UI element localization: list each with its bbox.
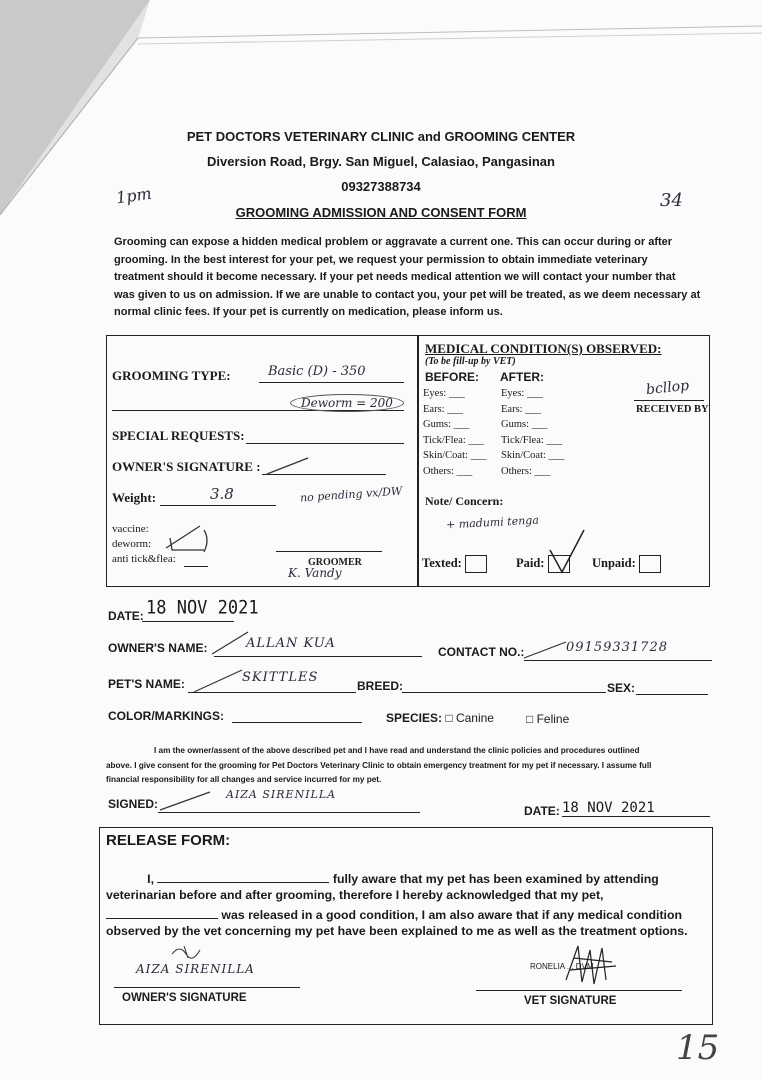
clinic-address: Diversion Road, Brgy. San Miguel, Calasiao, Pangasinan [207,154,555,169]
anti-tick-label: anti tick&flea: [112,553,176,565]
received-by-label: RECEIVED BY [636,404,709,415]
medical-title: MEDICAL CONDITION(S) OBSERVED: [425,341,662,356]
intro-line: Grooming can expose a hidden medical problem or aggravate a current one. This can occur during or after [114,236,673,248]
after-item-tickflea: Tick/Flea: ___ [501,434,563,446]
consent-date-line [562,816,710,817]
handwritten-number: 34 [660,190,683,211]
owner-name-slash [208,628,258,658]
after-item-ears: Ears: ___ [501,403,541,415]
pet-name-slash [190,666,250,696]
release-owner-signature-label: OWNER'S SIGNATURE [122,992,247,1004]
grooming-type-value: Basic (D) - 350 [268,364,366,379]
note-label: Note/ Concern: [425,494,504,508]
after-list [501,386,564,479]
received-by-line [634,400,704,401]
date-line [142,621,234,622]
before-item-others: Others: ___ [423,465,473,477]
groomer-label: GROOMER [308,557,362,568]
vaccine-label: vaccine: [112,523,149,535]
before-item-skincoat: Skin/Coat: ___ [423,450,487,461]
vet-signature-label: VET SIGNATURE [524,995,617,1007]
contact-label: CONTACT NO.: [438,645,525,659]
texted-field[interactable] [422,555,487,573]
signed-slash [156,788,216,814]
paid-label: Paid: [516,555,545,570]
feline-label: Feline [536,712,570,726]
breed-field[interactable] [402,692,606,693]
canine-checkbox[interactable]: □ [445,711,453,725]
intro-line: normal clinic fees. If your pet is currently on medication, please inform us. [114,306,503,318]
species-field [386,711,494,725]
vaccine-deworm-checkmark [160,520,220,556]
owner-signature-slash [264,455,314,477]
before-item-tickflea: Tick/Flea: ___ [423,434,485,446]
received-by-value: bcllop [645,377,690,399]
release-pet-field[interactable] [106,906,218,919]
unpaid-field[interactable] [592,555,661,573]
signed-value: AIZA SIRENILLA [226,788,337,801]
contact-slash [520,636,570,662]
weight-line [160,505,276,506]
date-value: 18 NOV 2021 [146,597,259,619]
vet-name: RONELIA ... DVM [530,962,594,971]
unpaid-checkbox[interactable] [639,555,661,573]
consent-paragraph [106,744,712,788]
release-line-1 [106,870,704,886]
pet-name-label: PET'S NAME: [108,677,185,691]
feline-option [526,712,569,726]
anti-tick-line [184,566,208,567]
breed-label: BREED: [357,679,404,693]
owner-name-value: ALLAN KUA [246,636,336,651]
owner-name-label: OWNER'S NAME: [108,641,208,655]
release-owner-signature-value: AIZA SIRENILLA [136,962,255,976]
after-label: AFTER: [500,370,544,384]
special-requests-field[interactable] [246,443,404,444]
before-label: BEFORE: [425,370,479,384]
release-line-3 [106,906,682,922]
owner-signature-release-line [114,987,300,988]
after-item-eyes: Eyes: ___ [501,388,543,399]
corner-mark: 15 [676,1028,720,1068]
consent-date-label: DATE: [524,804,560,818]
consent-line: financial responsibility for all changes and service incurred for my pet. [106,775,382,784]
special-requests-label: SPECIAL REQUESTS: [112,428,245,443]
consent-line: above. I give consent for the grooming for Pet Doctors Veterinary Clinic to obtain emergency treatment for my pet if necessary. I assume full [106,760,652,770]
medical-subtitle: (To be fill-up by VET) [425,356,516,367]
weight-value: 3.8 [210,485,234,503]
species-label: SPECIES: [386,711,443,725]
owner-initial-scribble [166,942,212,962]
before-list [423,386,486,479]
intro-line: grooming. In the best interest for your pet, we request your permission to obtain immediate veterinary [114,253,648,266]
sex-label: SEX: [607,681,636,695]
unpaid-label: Unpaid: [592,555,636,570]
handwritten-time: 1pm [114,183,153,208]
release-line-2: veterinarian before and after grooming, therefore I hereby acknowledged that my pet, [106,888,604,902]
contact-value: 09159331728 [566,640,668,655]
date-label: DATE: [108,609,144,623]
pet-name-value: SKITTLES [242,670,319,685]
grooming-type-line [259,382,404,383]
before-item-eyes: Eyes: ___ [423,388,465,399]
form-title: GROOMING ADMISSION AND CONSENT FORM [235,205,527,220]
grooming-type-label: GROOMING TYPE: [112,368,231,383]
release-line3-text: was released in a good condition, I am also aware that if any medical condition [221,908,682,922]
deworm-label: deworm: [112,538,152,550]
paid-checkmark [548,528,588,578]
before-item-ears: Ears: ___ [423,403,463,415]
note-value: + madumi tenga [445,513,540,532]
texted-label: Texted: [422,555,462,570]
weight-note: no pending vx/DW [299,484,403,505]
vet-signature-line [476,990,682,991]
feline-checkbox[interactable]: □ [526,712,534,726]
intro-line: was given to us on admission. If we are unable to contact you, your pet will be treated, as we deem necessary at [114,288,701,301]
groomer-line [276,551,382,552]
groomer-value: K. Vandy [288,566,342,580]
release-line1-text: fully aware that my pet has been examined by attending [332,872,659,886]
sex-field[interactable] [636,694,708,695]
after-item-gums: Gums: ___ [501,419,548,430]
release-line-4: observed by the vet concerning my pet have been explained to me as well as the treatment options. [106,924,688,938]
canine-label: Canine [455,711,494,725]
consent-date-value: 18 NOV 2021 [562,800,655,816]
intro-line: treatment should it become necessary. If your pet needs medical attention we will contact your number that [114,271,676,283]
before-item-gums: Gums: ___ [423,419,470,430]
texted-checkbox[interactable] [465,555,487,573]
owner-signature-label: OWNER'S SIGNATURE : [112,459,261,474]
release-title: RELEASE FORM: [106,832,231,849]
after-item-skincoat: Skin/Coat: ___ [501,450,565,461]
release-i-label: I, [147,872,154,886]
intro-paragraph [114,234,718,322]
color-markings-field[interactable] [232,722,362,723]
after-item-others: Others: ___ [501,465,551,477]
consent-line: I am the owner/assent of the above described pet and I have read and understand the clinic policies and procedures outlined [154,746,640,755]
color-markings-label: COLOR/MARKINGS: [108,709,224,723]
weight-label: Weight: [112,490,157,505]
clinic-phone: 09327388734 [341,179,421,194]
grooming-type-value-2: Deworm = 200 [290,394,404,412]
clinic-name: PET DOCTORS VETERINARY CLINIC and GROOMING CENTER [186,129,576,144]
signed-label: SIGNED: [108,797,159,811]
release-owner-field[interactable] [157,870,329,883]
